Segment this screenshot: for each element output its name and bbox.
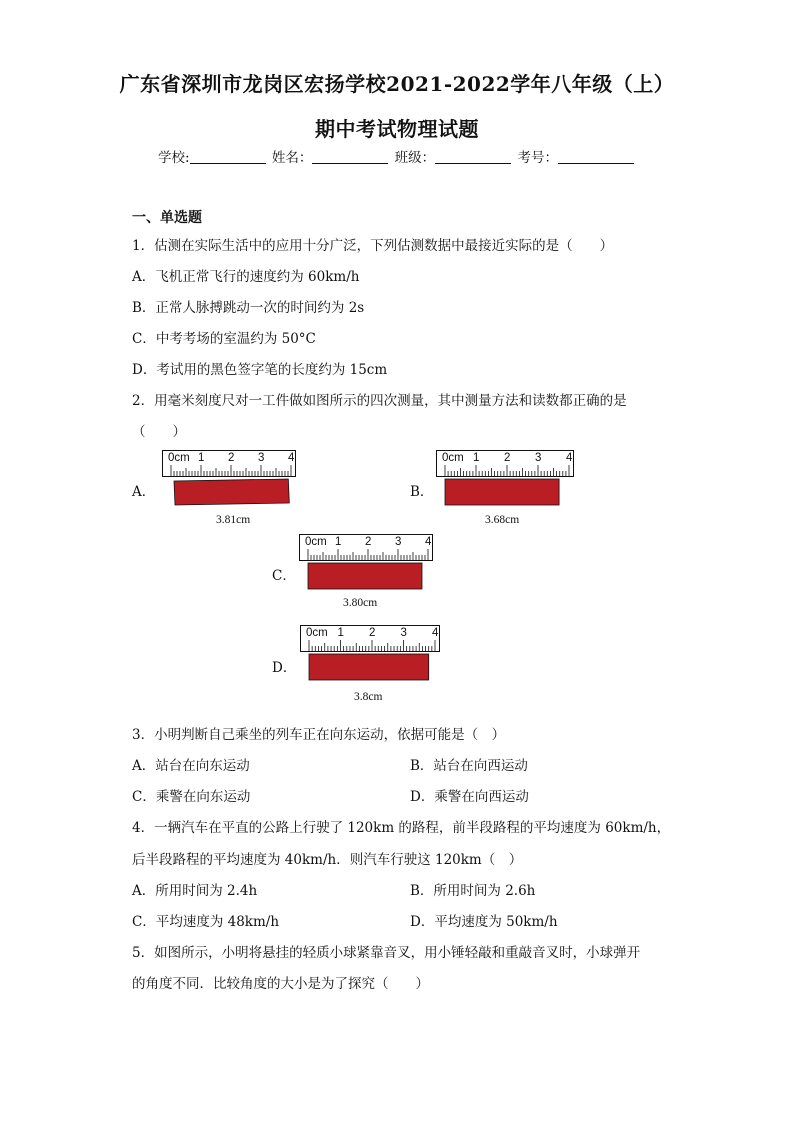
ruler-tick-label: 1 (473, 452, 480, 464)
q2-option-a-label: A． (132, 484, 156, 500)
ruler-tick-label: 2 (369, 627, 376, 639)
q3-option-d: D．乘警在向西运动 (410, 789, 529, 805)
q1-option-a: A．飞机正常飞行的速度约为 60km/h (132, 269, 360, 285)
ruler-tick-label: 3 (258, 452, 265, 464)
exam-number-blank[interactable] (558, 149, 634, 164)
ruler-tick-label: 1 (198, 452, 205, 464)
ruler-tick-label: 4 (425, 536, 432, 548)
q2-reading-c: 3.80cm (343, 597, 378, 609)
exam-number-label: 考号： (517, 150, 558, 166)
q4-stem-line1: 4．一辆汽车在平直的公路上行驶了 120km 的路程，前半段路程的平均速度为 60km/h， (132, 820, 671, 836)
q5-stem-line2: 的角度不同．比较角度的大小是为了探究（ ） (132, 976, 429, 992)
exam-title-line2: 期中考试物理试题 (315, 117, 479, 141)
ruler-tick-label: 1 (335, 536, 342, 548)
q4-option-b: B．所用时间为 2.6h (410, 883, 536, 899)
exam-title-line1: 广东省深圳市龙岗区宏扬学校2021-2022学年八年级（上） (119, 72, 675, 96)
ruler-unit-label: 0cm (168, 452, 190, 464)
ruler-tick-label: 2 (504, 452, 511, 464)
ruler-tick-label: 1 (337, 627, 344, 639)
q2-option-b-label: B． (410, 484, 434, 500)
workpiece-bar (309, 654, 429, 680)
q2-ruler-figure-b (436, 450, 574, 510)
q3-option-a: A．站台在向东运动 (132, 758, 250, 774)
q3-option-b: B．站台在向西运动 (410, 758, 528, 774)
ruler-unit-label: 0cm (442, 452, 464, 464)
ruler-unit-label: 0cm (305, 536, 327, 548)
q2-reading-d: 3.8cm (354, 691, 383, 703)
ruler-tick-label: 3 (395, 536, 402, 548)
q4-option-d: D．平均速度为 50km/h (410, 914, 558, 930)
name-blank[interactable] (312, 149, 388, 164)
ruler-tick-label: 4 (432, 627, 439, 639)
ruler-tick-label: 2 (365, 536, 372, 548)
workpiece-bar (174, 479, 289, 505)
q2-reading-a: 3.81cm (216, 514, 251, 526)
q2-reading-b: 3.68cm (485, 514, 520, 526)
name-label: 姓名： (271, 150, 313, 166)
workpiece-bar (308, 563, 422, 589)
section-title: 一、单选题 (132, 210, 202, 226)
q5-stem-line1: 5．如图所示，小明将悬挂的轻质小球紧靠音叉，用小锤轻敲和重敲音叉时，小球弹开 (132, 945, 641, 961)
school-blank[interactable] (190, 149, 266, 164)
q2-stem-line2: （ ） (132, 424, 186, 440)
q3-stem: 3．小明判断自己乘坐的列车正在向东运动，依据可能是（ ） (132, 727, 506, 743)
q2-option-c-label: C． (272, 568, 296, 584)
school-label: 学校: (158, 150, 190, 166)
student-info-row (0, 146, 794, 166)
q2-ruler-figure-a (162, 450, 296, 510)
class-blank[interactable] (435, 149, 511, 164)
q2-ruler-figure-c (299, 534, 433, 594)
q2-ruler-figure-d (300, 625, 440, 685)
workpiece-bar (445, 479, 559, 505)
q1-option-d: D．考试用的黑色签字笔的长度约为 15cm (132, 362, 388, 378)
q2-stem-line1: 2．用毫米刻度尺对一工件做如图所示的四次测量，其中测量方法和读数都正确的是 (132, 393, 627, 409)
q4-option-c: C．平均速度为 48km/h (132, 914, 280, 930)
ruler-tick-label: 4 (288, 452, 295, 464)
ruler-tick-label: 3 (535, 452, 542, 464)
q4-option-a: A．所用时间为 2.4h (132, 883, 258, 899)
ruler-unit-label: 0cm (306, 627, 328, 639)
q1-option-c: C．中考考场的室温约为 50°C (132, 331, 316, 347)
q1-option-b: B．正常人脉搏跳动一次的时间约为 2s (132, 300, 365, 316)
q4-stem-line2: 后半段路程的平均速度为 40km/h．则汽车行驶这 120km（ ） (132, 852, 523, 868)
ruler-tick-label: 3 (400, 627, 407, 639)
q1-stem: 1．估测在实际生活中的应用十分广泛，下列估测数据中最接近实际的是（ ） (132, 238, 614, 254)
ruler-tick-label: 4 (566, 452, 573, 464)
q3-option-c: C．乘警在向东运动 (132, 789, 251, 805)
ruler-tick-label: 2 (228, 452, 235, 464)
q2-option-d-label: D． (272, 660, 297, 676)
class-label: 班级： (394, 150, 436, 166)
